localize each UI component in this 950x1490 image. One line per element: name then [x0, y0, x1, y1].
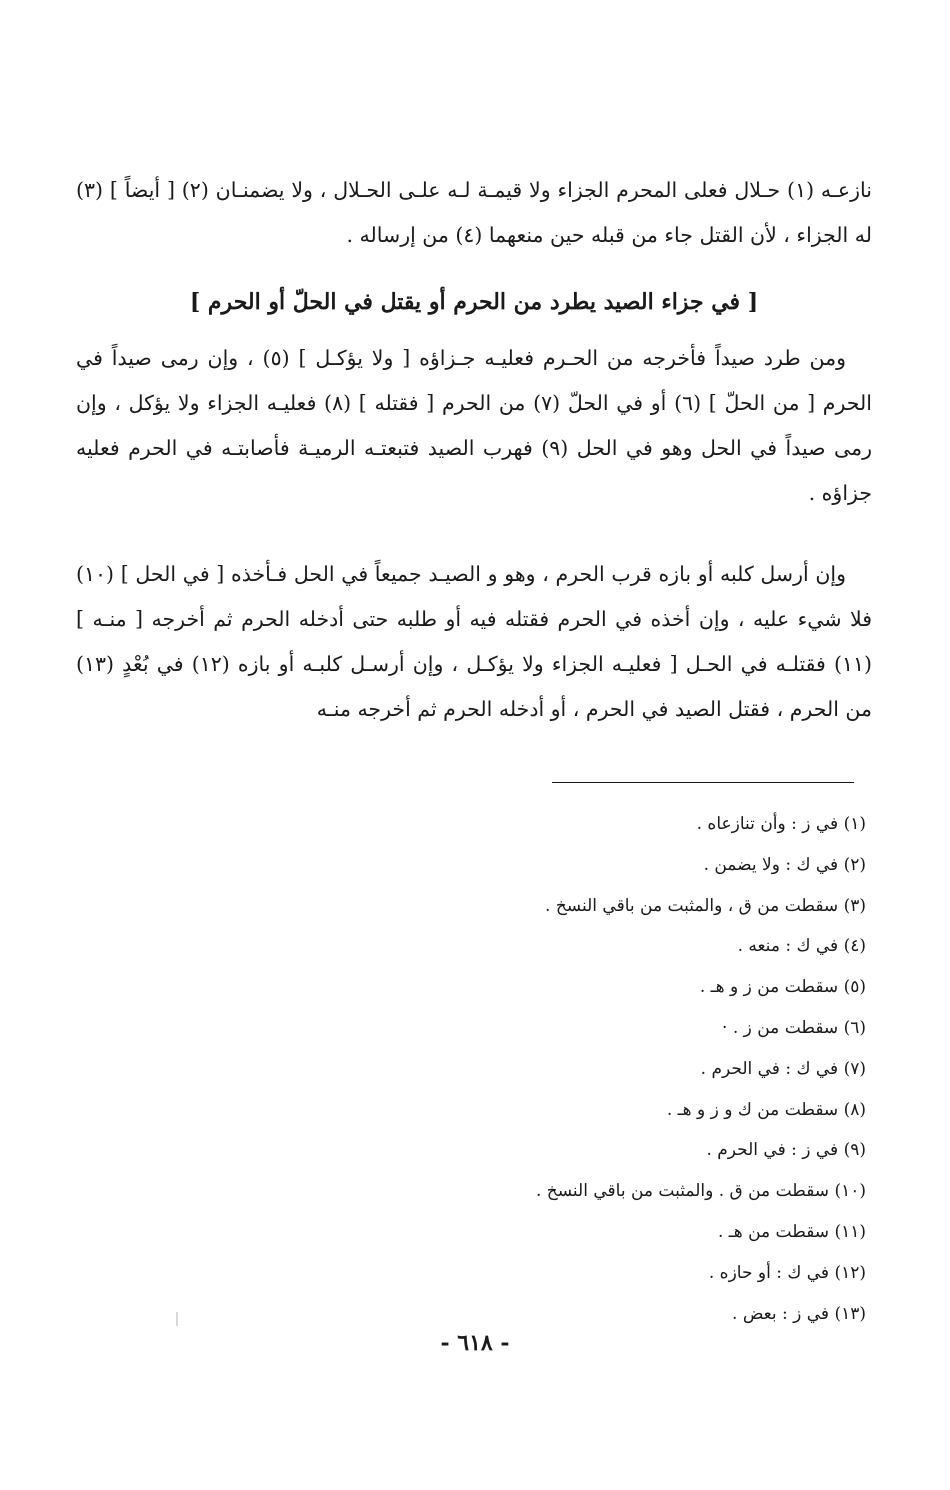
paragraph-text: وإن أرسل كلبه أو بازه قرب الحرم ، وهو و الصيـد جميعاً في الحل فـأخذه [ في الحل ] (١٠) فلا شيء عليه ، وإن أخذه في الحرم فقتله فيه أو طلبه حتى أدخله الحرم ثم أخرجه [ منـه ] (١١) فقتلـه في الحـل [ فعليـه الجزاء ولا يؤكـل ، وإن أرسـل كلبـه أو بازه (١٢) في بُعْدٍ (١٣) من الحرم ، فقتل الصيد في الحرم ، أو أدخله الحرم ثم أخرجه منـه [76, 562, 872, 721]
footnote: (٦) سقطت من ز . · [722, 1017, 866, 1038]
paragraph-dog-falcon [76, 552, 872, 732]
footnote: (١٣) في ز : بعض . [732, 1303, 866, 1324]
section-heading: [ في جزاء الصيد يطرد من الحرم أو يقتل في الحلّ أو الحرم ] [189, 289, 759, 315]
paragraph-text: نازعـه (١) حـلال فعلى المحرم الجزاء ولا قيمـة لـه علـى الحـلال ، ولا يضمنـان (٢) [ أيضاً ] (٣) له الجزاء ، لأن القتل جاء من قبله حين منعهما (٤) من إرساله . [76, 178, 872, 247]
page-number: - ٦١٨ - [440, 1330, 510, 1356]
footnote: (١٢) في ك : أو حازه . [708, 1262, 866, 1283]
footnote: (٣) سقطت من ق ، والمثبت من باقي النسخ . [545, 895, 866, 916]
paragraph-continuation [76, 168, 872, 258]
paragraph-hunting-expulsion [76, 336, 872, 516]
footnote: (١٠) سقطت من ق . والمثبت من باقي النسخ . [535, 1181, 866, 1202]
scan-speck [176, 1312, 178, 1326]
footnotes-list [246, 804, 866, 1334]
paragraph-text: ومن طرد صيداً فأخرجه من الحـرم فعليـه جـزاؤه [ ولا يؤكـل ] (٥) ، وإن رمى صيداً في الحرم [ من الحلّ ] (٦) أو في الحلّ (٧) من الحرم [ فقتله ] (٨) فعليـه الجزاء ولا يؤكل ، وإن رمى صيداً في الحل وهو في الحل (٩) فهرب الصيد فتبعتـه الرميـة فأصابتـه في الحرم فعليه جزاؤه . [76, 346, 872, 505]
footnote: (٥) سقطت من ز و هـ . [699, 977, 866, 998]
footnote: (٢) في ك : ولا يضمن . [703, 854, 866, 875]
footnote: (٨) سقطت من ك و ز و هـ . [666, 1099, 866, 1120]
footnote: (١١) سقطت من هـ . [717, 1221, 866, 1242]
footnote: (٩) في ز : في الحرم . [706, 1140, 866, 1161]
footnote: (٧) في ك : في الحرم . [700, 1058, 866, 1079]
footnote: (١) في ز : وأن تنازعاه . [696, 814, 866, 834]
footnote: (٤) في ك : منعه . [737, 936, 866, 957]
footnote-divider [552, 782, 854, 783]
